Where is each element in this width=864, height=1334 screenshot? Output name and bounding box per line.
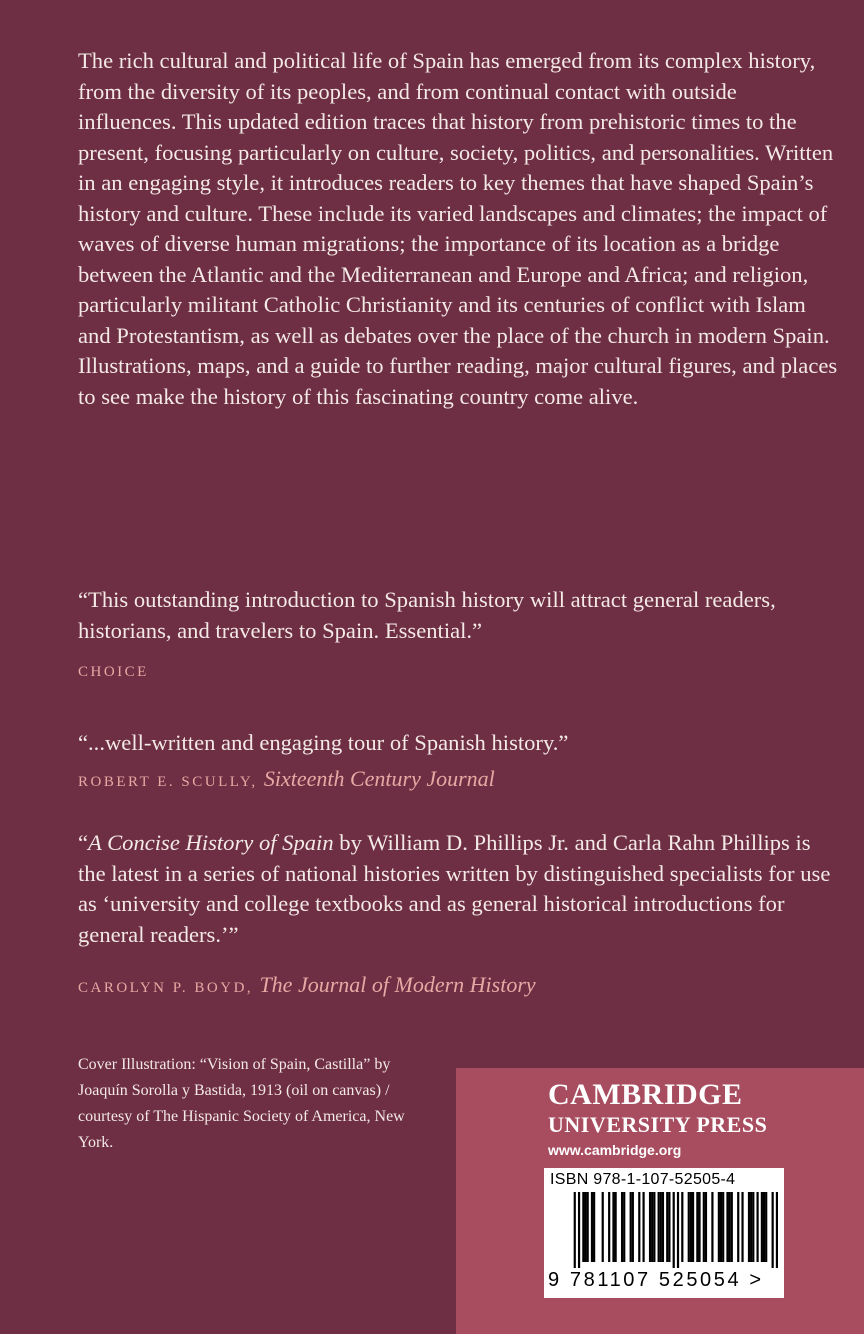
barcode-bar	[718, 1192, 720, 1262]
barcode-bar	[660, 1192, 662, 1262]
barcode-bar	[761, 1192, 763, 1262]
barcode-bar	[574, 1192, 576, 1268]
review-quote-choice: “This outstanding introduction to Spanish history will attract general readers, historians, and travelers to Spain. Essential.”	[78, 587, 776, 643]
barcode-bar	[698, 1192, 700, 1262]
barcode-bar	[741, 1192, 743, 1262]
review-quote-scully: “...well-written and engaging tour of Spanish history.”	[78, 730, 569, 755]
barcode-bar	[591, 1192, 593, 1262]
barcode-bar	[642, 1192, 644, 1262]
barcode-bar	[731, 1192, 733, 1262]
barcode-bar	[587, 1192, 589, 1262]
barcode-bar	[658, 1192, 660, 1262]
barcode-bar	[673, 1192, 675, 1268]
barcode-bar	[615, 1192, 617, 1262]
barcode-bar	[677, 1192, 679, 1268]
barcode-bar	[621, 1192, 623, 1262]
cover-illustration-credit: Cover Illustration: “Vision of Spain, Castilla” by Joaquín Sorolla y Bastida, 1913 (oil on canvas) / courtesy of The Hispanic Society of America, New York.	[78, 1056, 405, 1151]
barcode-bar	[638, 1192, 640, 1262]
review-attribution-scully	[78, 766, 495, 792]
barcode-bar	[748, 1192, 750, 1262]
barcode-bar	[602, 1192, 604, 1262]
barcode-bar	[722, 1192, 724, 1262]
barcode-bar	[776, 1192, 778, 1268]
attribution-source: Sixteenth Century Journal	[263, 766, 495, 791]
barcode-bar	[608, 1192, 610, 1262]
review-attribution-choice	[78, 664, 149, 681]
attribution-author: CAROLYN P. BOYD,	[78, 980, 254, 996]
barcode-bar	[688, 1192, 690, 1262]
barcode-bar	[737, 1192, 739, 1262]
quote-body: by William D. Phillips Jr. and Carla Rahn Phillips is the latest in a series of national histories written by distinguished specialists for use as ‘university and college textbooks and as general historical introductions for general readers.’”	[78, 830, 831, 947]
barcode-bar	[651, 1192, 653, 1262]
barcode-bar	[690, 1192, 692, 1262]
publisher-logo-press: UNIVERSITY PRESS	[548, 1112, 768, 1137]
barcode-bar	[705, 1192, 707, 1262]
barcode-bar	[623, 1192, 625, 1262]
barcode-bar	[593, 1192, 595, 1262]
barcode-bar	[582, 1192, 584, 1262]
barcode-bar	[696, 1192, 698, 1262]
barcode-bar	[756, 1192, 758, 1262]
barcode-bar	[729, 1192, 731, 1262]
description-blurb: The rich cultural and political life of Spain has emerged from its complex history, from the diversity of its peoples, and from continual contact with outside influences. This updated edition traces that history from prehistoric times to the present, focusing particularly on culture, society, politics, and personalities. Written in an engaging style, it introduces readers to key themes that have shaped Spain’s history and culture. These include its varied landscapes and climates; the impact of waves of diverse human migrations; the importance of its location as a bridge between the Atlantic and the Mediterranean and Europe and Africa; and religion, particularly militant Catholic Christianity and its centuries of conflict with Islam and Protestantism, as well as debates over the place of the church in modern Spain. Illustrations, maps, and a guide to further reading, major cultural figures, and places to see make the history of this fascinating country come alive.	[78, 48, 838, 409]
publisher-logo-name: CAMBRIDGE	[548, 1078, 743, 1111]
barcode-bar	[632, 1192, 634, 1262]
attribution-author: CHOICE	[78, 664, 149, 680]
barcode-bar	[630, 1192, 632, 1262]
barcode-bar	[711, 1192, 713, 1262]
barcode-bar	[720, 1192, 722, 1262]
barcode-bar	[692, 1192, 694, 1262]
barcode-box	[544, 1168, 784, 1298]
barcode-bar	[668, 1192, 670, 1262]
barcode-bar	[649, 1192, 651, 1262]
barcode-icon	[550, 1192, 778, 1268]
barcode-bar	[726, 1192, 728, 1262]
attribution-author: ROBERT E. SCULLY,	[78, 774, 258, 790]
book-title: A Concise History of Spain	[88, 830, 334, 855]
review-quote-boyd	[78, 828, 838, 950]
quote-open-mark: “	[78, 830, 89, 855]
barcode-bar	[681, 1192, 683, 1262]
barcode-bar	[662, 1192, 664, 1262]
isbn-label: ISBN 978-1-107-52505-4	[550, 1171, 736, 1188]
publisher-url: www.cambridge.org	[548, 1142, 682, 1158]
barcode-bar	[763, 1192, 765, 1262]
barcode-bar	[653, 1192, 655, 1262]
barcode-bar	[578, 1192, 580, 1268]
barcode-bar	[584, 1192, 586, 1262]
barcode-bar	[752, 1192, 754, 1262]
attribution-source: The Journal of Modern History	[259, 972, 536, 997]
barcode-bar	[612, 1192, 614, 1262]
publisher-panel	[456, 1068, 864, 1334]
barcode-digits: 9 781107 525054 >	[548, 1269, 764, 1291]
barcode-bar	[666, 1192, 668, 1262]
barcode-bar	[765, 1192, 767, 1262]
barcode-bar	[703, 1192, 705, 1262]
barcode-bar	[750, 1192, 752, 1262]
barcode-bar	[772, 1192, 774, 1268]
review-attribution-boyd	[78, 972, 536, 998]
